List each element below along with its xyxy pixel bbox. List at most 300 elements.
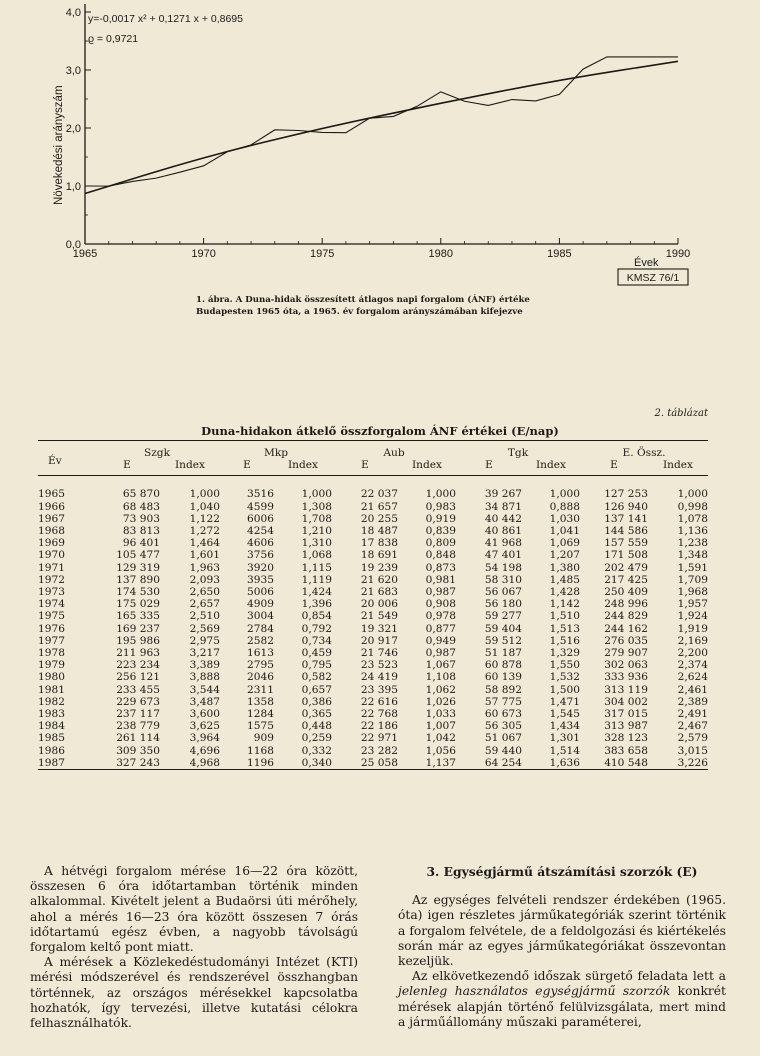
year-cell: 1971 xyxy=(38,561,65,574)
value-cell: 250 409 xyxy=(604,586,648,599)
value-cell: 57 775 xyxy=(484,695,522,708)
index-cell: 1,000 xyxy=(189,488,220,501)
index-cell: 3,888 xyxy=(189,671,220,684)
table-number: 2. táblázat xyxy=(654,408,708,419)
value-cell: 313 119 xyxy=(604,683,648,696)
index-cell: 1,207 xyxy=(549,549,580,562)
col-group: Mkp xyxy=(263,447,289,459)
index-cell: 2,491 xyxy=(677,708,708,721)
index-cell: 0,888 xyxy=(549,500,580,513)
value-cell: 3004 xyxy=(247,610,274,623)
index-cell: 2,169 xyxy=(677,634,708,647)
index-cell: 2,975 xyxy=(189,634,220,647)
value-cell: 237 117 xyxy=(116,708,160,721)
index-cell: 0,877 xyxy=(425,622,456,635)
year-cell: 1984 xyxy=(38,720,65,733)
value-cell: 256 121 xyxy=(116,671,160,684)
value-cell: 22 186 xyxy=(360,720,398,733)
value-cell: 59 512 xyxy=(484,634,522,647)
value-cell: 383 658 xyxy=(604,744,648,757)
index-cell: 1,041 xyxy=(549,525,580,538)
value-cell: 169 237 xyxy=(116,622,160,635)
year-cell: 1982 xyxy=(38,695,65,708)
index-cell: 0,448 xyxy=(301,720,332,733)
index-cell: 1,026 xyxy=(425,695,456,708)
value-cell: 34 871 xyxy=(484,500,522,513)
index-cell: 1,000 xyxy=(549,488,580,501)
year-cell: 1980 xyxy=(38,671,65,684)
year-cell: 1975 xyxy=(38,610,65,623)
value-cell: 126 940 xyxy=(604,500,648,513)
value-cell: 59 277 xyxy=(484,610,522,623)
chart-ylabel: Növekedési arányszám xyxy=(53,85,65,205)
col-e: E xyxy=(243,459,251,472)
traffic-table xyxy=(38,440,708,770)
value-cell: 23 523 xyxy=(360,659,398,672)
value-cell: 17 838 xyxy=(360,537,398,550)
value-cell: 83 813 xyxy=(122,525,160,538)
value-cell: 238 779 xyxy=(116,720,160,733)
value-cell: 4606 xyxy=(247,537,274,550)
value-cell: 58 310 xyxy=(484,573,522,586)
y-tick-label: 3,0 xyxy=(65,65,81,77)
value-cell: 20 917 xyxy=(360,634,398,647)
index-cell: 2,461 xyxy=(677,683,708,696)
x-tick-label: 1980 xyxy=(428,248,454,260)
index-cell: 1,136 xyxy=(677,525,708,538)
index-cell: 1,514 xyxy=(549,744,580,757)
year-cell: 1983 xyxy=(38,708,65,721)
index-cell: 0,949 xyxy=(425,634,456,647)
index-cell: 3,015 xyxy=(677,744,708,757)
index-cell: 1,516 xyxy=(549,634,580,647)
value-cell: 223 234 xyxy=(116,659,160,672)
index-cell: 0,839 xyxy=(425,525,456,538)
value-cell: 21 620 xyxy=(360,573,398,586)
table-row xyxy=(38,488,708,500)
chart-axes xyxy=(85,4,678,244)
table-row xyxy=(38,513,708,525)
index-cell: 0,259 xyxy=(301,732,332,745)
year-cell: 1965 xyxy=(38,488,65,501)
value-cell: 20 006 xyxy=(360,598,398,611)
index-cell: 2,389 xyxy=(677,695,708,708)
table-row xyxy=(38,574,708,586)
index-cell: 1,924 xyxy=(677,610,708,623)
col-group: E. Össz. xyxy=(622,447,666,459)
table-row xyxy=(38,623,708,635)
index-cell: 1,000 xyxy=(425,488,456,501)
value-cell: 24 419 xyxy=(360,671,398,684)
value-cell: 18 691 xyxy=(360,549,398,562)
chart-ticks xyxy=(66,7,691,260)
value-cell: 157 559 xyxy=(604,537,648,550)
value-cell: 175 029 xyxy=(116,598,160,611)
value-cell: 59 440 xyxy=(484,744,522,757)
index-cell: 1,963 xyxy=(189,561,220,574)
value-cell: 202 479 xyxy=(604,561,648,574)
value-cell: 327 243 xyxy=(116,756,160,769)
value-cell: 23 395 xyxy=(360,683,398,696)
table-row xyxy=(38,537,708,549)
year-cell: 1973 xyxy=(38,586,65,599)
value-cell: 58 892 xyxy=(484,683,522,696)
x-tick-label: 1990 xyxy=(665,248,691,260)
y-tick-label: 1,0 xyxy=(65,181,81,193)
table-row xyxy=(38,525,708,537)
col-index: Index xyxy=(535,459,567,472)
year-cell: 1977 xyxy=(38,634,65,647)
value-cell: 56 067 xyxy=(484,586,522,599)
value-cell: 21 683 xyxy=(360,586,398,599)
col-year: Év xyxy=(48,455,62,468)
index-cell: 1,919 xyxy=(677,622,708,635)
value-cell: 3756 xyxy=(247,549,274,562)
figure-caption xyxy=(196,294,596,318)
value-cell: 25 058 xyxy=(360,756,398,769)
table-row xyxy=(38,745,708,757)
table-row xyxy=(38,720,708,732)
x-tick-label: 1975 xyxy=(309,248,335,260)
index-cell: 1,532 xyxy=(549,671,580,684)
index-cell: 2,650 xyxy=(189,586,220,599)
index-cell: 1,513 xyxy=(549,622,580,635)
year-cell: 1974 xyxy=(38,598,65,611)
table-row xyxy=(38,549,708,561)
value-cell: 2784 xyxy=(247,622,274,635)
index-cell: 1,500 xyxy=(549,683,580,696)
paragraph: A mérések a Közlekedéstudományi Intézet (KTI) mérési módszerével és rendszerével összhangban történnek, az országos mérésekkel kapcsolatba hozhatók, így tervezési, illetve kutatási célokra felhasználhatók. xyxy=(30,955,358,1031)
value-cell: 144 586 xyxy=(604,525,648,538)
index-cell: 2,374 xyxy=(677,659,708,672)
value-cell: 195 986 xyxy=(116,634,160,647)
index-cell: 1,108 xyxy=(425,671,456,684)
value-cell: 19 321 xyxy=(360,622,398,635)
value-cell: 22 037 xyxy=(360,488,398,501)
value-cell: 3516 xyxy=(247,488,274,501)
value-cell: 56 305 xyxy=(484,720,522,733)
col-index: Index xyxy=(662,459,694,472)
value-cell: 217 425 xyxy=(604,573,648,586)
index-cell: 1,464 xyxy=(189,537,220,550)
index-cell: 4,968 xyxy=(189,756,220,769)
value-cell: 40 442 xyxy=(484,512,522,525)
value-cell: 909 xyxy=(253,732,274,745)
col-group: Szgk xyxy=(143,447,171,459)
figure-1 xyxy=(0,0,760,330)
index-cell: 3,226 xyxy=(677,756,708,769)
index-cell: 2,624 xyxy=(677,671,708,684)
caption-line: 1. ábra. A Duna-hidak összesített átlagos napi forgalom (ÁNF) értéke xyxy=(196,295,530,305)
year-cell: 1969 xyxy=(38,537,65,550)
value-cell: 2311 xyxy=(247,683,274,696)
index-cell: 1,119 xyxy=(301,573,332,586)
index-cell: 2,510 xyxy=(189,610,220,623)
index-cell: 0,983 xyxy=(425,500,456,513)
value-cell: 19 239 xyxy=(360,561,398,574)
index-cell: 2,467 xyxy=(677,720,708,733)
year-cell: 1981 xyxy=(38,683,65,696)
index-cell: 0,340 xyxy=(301,756,332,769)
index-cell: 1,601 xyxy=(189,549,220,562)
value-cell: 22 971 xyxy=(360,732,398,745)
correlation-value: ϱ = 0,9721 xyxy=(88,33,139,45)
regression-equation: y=-0,0017 x² + 0,1271 x + 0,8695 xyxy=(88,13,243,25)
index-cell: 1,056 xyxy=(425,744,456,757)
caption-line: Budapesten 1965 óta, a 1965. év forgalom arányszámában kifejezve xyxy=(196,307,523,317)
value-cell: 137 890 xyxy=(116,573,160,586)
value-cell: 171 508 xyxy=(604,549,648,562)
index-cell: 1,485 xyxy=(549,573,580,586)
value-cell: 23 282 xyxy=(360,744,398,757)
value-cell: 1575 xyxy=(247,720,274,733)
index-cell: 0,332 xyxy=(301,744,332,757)
index-cell: 1,000 xyxy=(301,488,332,501)
value-cell: 2582 xyxy=(247,634,274,647)
index-cell: 1,122 xyxy=(189,512,220,525)
value-cell: 328 123 xyxy=(604,732,648,745)
index-cell: 0,873 xyxy=(425,561,456,574)
index-cell: 1,968 xyxy=(677,586,708,599)
index-cell: 1,067 xyxy=(425,659,456,672)
index-cell: 0,908 xyxy=(425,598,456,611)
col-index: Index xyxy=(287,459,319,472)
table-row xyxy=(38,501,708,513)
index-cell: 1,434 xyxy=(549,720,580,733)
value-cell: 59 404 xyxy=(484,622,522,635)
index-cell: 1,709 xyxy=(677,573,708,586)
col-index: Index xyxy=(411,459,443,472)
value-cell: 211 963 xyxy=(116,647,160,660)
value-cell: 39 267 xyxy=(484,488,522,501)
value-cell: 51 067 xyxy=(484,732,522,745)
value-cell: 129 319 xyxy=(116,561,160,574)
value-cell: 54 198 xyxy=(484,561,522,574)
chart-lines xyxy=(85,57,678,194)
table-row xyxy=(38,708,708,720)
index-cell: 2,579 xyxy=(677,732,708,745)
index-cell: 0,734 xyxy=(301,634,332,647)
year-cell: 1978 xyxy=(38,647,65,660)
value-cell: 40 861 xyxy=(484,525,522,538)
col-e: E xyxy=(123,459,131,472)
value-cell: 105 477 xyxy=(116,549,160,562)
value-cell: 248 996 xyxy=(604,598,648,611)
index-cell: 0,848 xyxy=(425,549,456,562)
value-cell: 5006 xyxy=(247,586,274,599)
value-cell: 233 455 xyxy=(116,683,160,696)
growth-line-chart xyxy=(0,0,760,290)
index-cell: 1,550 xyxy=(549,659,580,672)
value-cell: 21 746 xyxy=(360,647,398,660)
value-cell: 244 162 xyxy=(604,622,648,635)
table-title: Duna-hidakon átkelő összforgalom ÁNF értékei (E/nap) xyxy=(201,424,559,438)
paragraph-text: konkrét mérések alapján történő felülvizsgálata, mert mind a járműállomány műszaki paraméterei, xyxy=(398,984,727,1029)
paragraph: Az egységes felvételi rendszer érdekében (1965. óta) igen részletes járműkategóriák szerint történik a forgalom felvétele, de a feldolgozási és kiértékelés során már az egyes járműkategóriákat összevontan kezeljük. xyxy=(398,893,726,969)
table-row xyxy=(38,732,708,744)
year-cell: 1976 xyxy=(38,622,65,635)
index-cell: 0,987 xyxy=(425,647,456,660)
value-cell: 6006 xyxy=(247,512,274,525)
index-cell: 1,424 xyxy=(301,586,332,599)
value-cell: 60 878 xyxy=(484,659,522,672)
section-heading: 3. Egységjármű átszámítási szorzók (E) xyxy=(426,864,698,879)
paragraph xyxy=(398,969,726,1030)
value-cell: 276 035 xyxy=(604,634,648,647)
value-cell: 304 002 xyxy=(604,695,648,708)
year-cell: 1987 xyxy=(38,756,65,769)
year-cell: 1967 xyxy=(38,512,65,525)
table-row xyxy=(38,659,708,671)
y-tick-label: 2,0 xyxy=(65,123,81,135)
value-cell: 3920 xyxy=(247,561,274,574)
index-cell: 1,068 xyxy=(301,549,332,562)
value-cell: 4254 xyxy=(247,525,274,538)
value-cell: 2046 xyxy=(247,671,274,684)
table-row xyxy=(38,598,708,610)
col-group: Tgk xyxy=(507,447,529,459)
year-cell: 1979 xyxy=(38,659,65,672)
value-cell: 333 936 xyxy=(604,671,648,684)
index-cell: 1,471 xyxy=(549,695,580,708)
value-cell: 3935 xyxy=(247,573,274,586)
value-cell: 56 180 xyxy=(484,598,522,611)
index-cell: 0,981 xyxy=(425,573,456,586)
value-cell: 60 673 xyxy=(484,708,522,721)
value-cell: 4909 xyxy=(247,598,274,611)
table-row xyxy=(38,586,708,598)
index-cell: 1,957 xyxy=(677,598,708,611)
table-row xyxy=(38,647,708,659)
value-cell: 64 254 xyxy=(484,756,522,769)
index-cell: 0,978 xyxy=(425,610,456,623)
year-cell: 1968 xyxy=(38,525,65,538)
paragraph-text: Az elkövetkezendő időszak sürgető feladata lett a xyxy=(412,969,726,984)
index-cell: 1,272 xyxy=(189,525,220,538)
value-cell: 261 114 xyxy=(116,732,160,745)
table-row xyxy=(38,635,708,647)
value-cell: 410 548 xyxy=(604,756,648,769)
value-cell: 313 987 xyxy=(604,720,648,733)
index-cell: 2,200 xyxy=(677,647,708,660)
index-cell: 1,329 xyxy=(549,647,580,660)
index-cell: 2,093 xyxy=(189,573,220,586)
value-cell: 137 141 xyxy=(604,512,648,525)
value-cell: 279 907 xyxy=(604,647,648,660)
index-cell: 2,569 xyxy=(189,622,220,635)
index-cell: 1,301 xyxy=(549,732,580,745)
col-e: E xyxy=(610,459,618,472)
index-cell: 0,919 xyxy=(425,512,456,525)
index-cell: 1,142 xyxy=(549,598,580,611)
col-index: Index xyxy=(174,459,206,472)
index-cell: 1,238 xyxy=(677,537,708,550)
value-cell: 317 015 xyxy=(604,708,648,721)
y-tick-label: 0,0 xyxy=(65,239,81,251)
value-cell: 51 187 xyxy=(484,647,522,660)
index-cell: 1,115 xyxy=(301,561,332,574)
value-cell: 309 350 xyxy=(116,744,160,757)
index-cell: 0,792 xyxy=(301,622,332,635)
index-cell: 1,007 xyxy=(425,720,456,733)
value-cell: 244 829 xyxy=(604,610,648,623)
index-cell: 1,428 xyxy=(549,586,580,599)
value-cell: 96 401 xyxy=(122,537,160,550)
index-cell: 1,078 xyxy=(677,512,708,525)
table-row xyxy=(38,671,708,683)
value-cell: 21 657 xyxy=(360,500,398,513)
value-cell: 22 768 xyxy=(360,708,398,721)
value-cell: 174 530 xyxy=(116,586,160,599)
index-cell: 0,459 xyxy=(301,647,332,660)
year-cell: 1985 xyxy=(38,732,65,745)
index-cell: 0,998 xyxy=(677,500,708,513)
index-cell: 0,987 xyxy=(425,586,456,599)
index-cell: 3,487 xyxy=(189,695,220,708)
value-cell: 1168 xyxy=(247,744,274,757)
value-cell: 165 335 xyxy=(116,610,160,623)
value-cell: 127 253 xyxy=(604,488,648,501)
right-column xyxy=(398,864,726,1030)
value-cell: 22 616 xyxy=(360,695,398,708)
value-cell: 1358 xyxy=(247,695,274,708)
index-cell: 1,000 xyxy=(677,488,708,501)
index-cell: 2,657 xyxy=(189,598,220,611)
index-cell: 1,348 xyxy=(677,549,708,562)
index-cell: 0,386 xyxy=(301,695,332,708)
table-row xyxy=(38,757,708,770)
index-cell: 4,696 xyxy=(189,744,220,757)
index-cell: 1,545 xyxy=(549,708,580,721)
index-cell: 1,033 xyxy=(425,708,456,721)
value-cell: 229 673 xyxy=(116,695,160,708)
value-cell: 65 870 xyxy=(122,488,160,501)
index-cell: 1,040 xyxy=(189,500,220,513)
index-cell: 1,591 xyxy=(677,561,708,574)
index-cell: 1,636 xyxy=(549,756,580,769)
year-cell: 1966 xyxy=(38,500,65,513)
col-e: E xyxy=(361,459,369,472)
value-cell: 60 139 xyxy=(484,671,522,684)
index-cell: 3,625 xyxy=(189,720,220,733)
chart-xlabel: Évek xyxy=(634,257,659,269)
index-cell: 0,582 xyxy=(301,671,332,684)
table-row xyxy=(38,684,708,696)
col-e: E xyxy=(485,459,493,472)
value-cell: 73 903 xyxy=(122,512,160,525)
value-cell: 2795 xyxy=(247,659,274,672)
year-cell: 1986 xyxy=(38,744,65,757)
table-row xyxy=(38,610,708,622)
index-cell: 1,137 xyxy=(425,756,456,769)
value-cell: 302 063 xyxy=(604,659,648,672)
paragraph: A hétvégi forgalom mérése 16—22 óra között, összesen 6 óra időtartamban történik minden alkalommal. Kivételt jelent a Budaörsi úti mérőhely, ahol a mérés 16—23 óra között összesen 7 órás időtartamú egész évben, a nagyobb távolságú forgalom keltő pont miatt. xyxy=(30,864,358,955)
index-cell: 1,069 xyxy=(549,537,580,550)
table-row xyxy=(38,562,708,574)
value-cell: 18 487 xyxy=(360,525,398,538)
year-cell: 1970 xyxy=(38,549,65,562)
value-cell: 41 968 xyxy=(484,537,522,550)
table-row xyxy=(38,696,708,708)
left-column xyxy=(30,864,358,1031)
value-cell: 1613 xyxy=(247,647,274,660)
value-cell: 21 549 xyxy=(360,610,398,623)
index-cell: 3,217 xyxy=(189,647,220,660)
index-cell: 0,365 xyxy=(301,708,332,721)
index-cell: 3,389 xyxy=(189,659,220,672)
index-cell: 0,854 xyxy=(301,610,332,623)
index-cell: 1,308 xyxy=(301,500,332,513)
